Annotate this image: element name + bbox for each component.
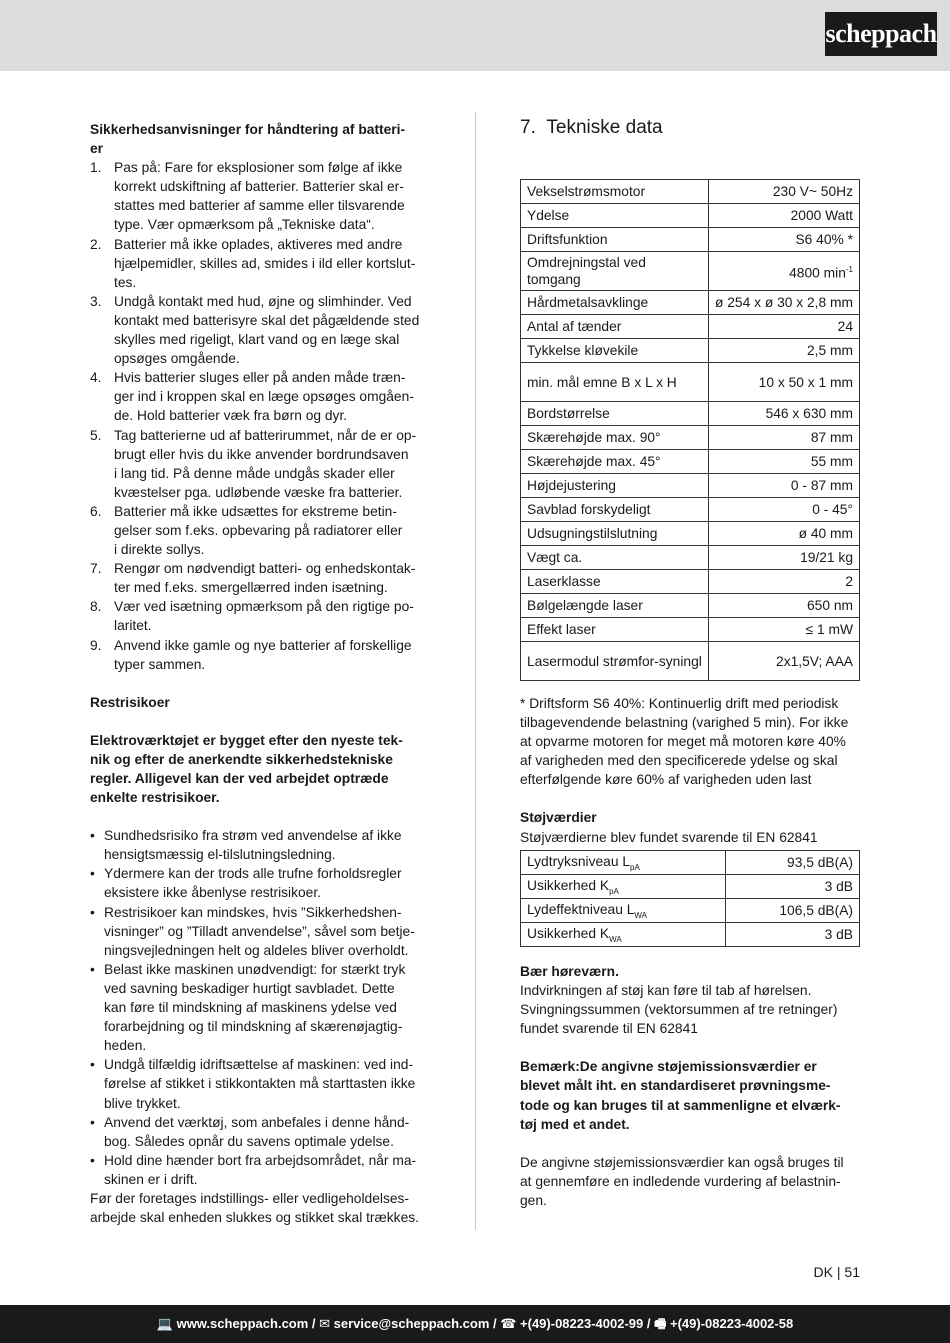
battery-list-item [90,597,430,635]
spec-row [521,426,860,450]
risk-list-item [90,960,430,1055]
list-text: Sundhedsrisiko fra strøm ved anvendelse af ikke hensigtsmæssig el-tilslutningsledning. [104,828,402,863]
list-number: 4. [90,370,102,386]
noise-heading: Støjværdier [520,810,597,826]
list-text: Tag batterierne ud af batterirummet, når de er op- brugt eller hvis du ikke anvender bordrundsaven i lang tid. På denne måde undgås skader eller kvæstelser pga. udløbende væske fra batterier. [114,427,417,500]
spec-label: Laserklasse [521,570,709,594]
spec-row [521,498,860,522]
spec-row [521,204,860,228]
battery-list-item [90,559,430,597]
spec-row [521,252,860,291]
s6-note: * Driftsform S6 40%: Kontinuerlig drift med periodisk tilbagevendende belastning (varighed 5 min). For ikke at opvarme motoren for meget må motoren køre 40% af varigheden med den specificerede ydelse og skal efterfølgende køre 60% af varigheden uden last Støjværdier Støjværdierne blev fundet svarende til EN 62841 [520,694,860,847]
spec-label: Savblad forskydeligt [521,498,709,522]
list-number: 9. [90,637,102,653]
battery-list-item [90,368,430,425]
spec-label: Effekt laser [521,618,709,642]
page-number: DK | 51 [813,1264,860,1280]
battery-list-item [90,502,430,559]
bullet-icon: • [90,828,95,844]
spec-label: Antal af tænder [521,315,709,339]
list-text: Ydermere kan der trods alle trufne forholdsregler eksistere ikke åbenlyse restrisikoer. [104,866,402,901]
risk-list-item [90,903,430,960]
spec-value: 2,5 mm [708,339,859,363]
spec-label: Højdejustering [521,474,709,498]
spec-row [521,570,860,594]
list-number: 3. [90,293,102,309]
noise-value: 106,5 dB(A) [726,899,860,923]
spec-row [521,450,860,474]
list-text: Undgå tilfældig idriftsættelse af maskinen: ved ind- førelse af stikket i stikkontakten må starttasten ikke blive trykket. [104,1057,416,1111]
battery-list-item [90,292,430,368]
spec-row [521,402,860,426]
noise-value: 3 dB [726,923,860,947]
spec-value: ø 40 mm [708,522,859,546]
spec-row [521,315,860,339]
spec-value: 55 mm [708,450,859,474]
bullet-icon: • [90,866,95,882]
noise-value: 93,5 dB(A) [726,851,860,875]
spec-label: Ydelse [521,204,709,228]
spec-value: 0 - 87 mm [708,474,859,498]
column-divider [475,112,476,1230]
list-number: 7. [90,561,102,577]
spec-label: min. mål emne B x L x H [521,363,709,402]
noise-label: Usikkerhed $K_{pA}$ [521,875,726,899]
list-text: Batterier må ikke udsættes for ekstreme betin- gelser som f.eks. opbevaring på radiatorer eller i direkte sollys. [114,503,403,558]
spec-value: ≤ 1 mW [708,618,859,642]
risk-list-item [90,1055,430,1112]
residual-risk-intro: Elektroværktøjet er bygget efter den nyeste tek- nik og efter de anerkendte sikkerhedstekniske regler. Alligevel kan der ved arbejdet optræde enkelte restrisikoer. [90,732,403,806]
spec-row [521,339,860,363]
noise-label: Usikkerhed $K_{WA}$ [521,923,726,947]
risk-list-item [90,1113,430,1151]
list-text: Belast ikke maskinen unødvendigt: for stærkt tryk ved savning beskadiger hurtigt savbladet. Dette kan føre til mindskning af maskinens ydelse ved forarbejdning og til mindskning af skærenøjagtig- heden. [104,961,406,1054]
risk-list-item [90,1151,430,1189]
spec-label: Hårdmetalsavklinge [521,291,709,315]
bullet-icon: • [90,961,95,977]
left-column [90,120,430,1227]
list-number: 8. [90,599,102,615]
battery-list-item [90,636,430,674]
hearing-heading: Bær høreværn. [520,964,619,979]
spec-row [521,642,860,681]
noise-row [521,875,860,899]
spec-row [521,474,860,498]
spec-label: Tykkelse kløvekile [521,339,709,363]
list-number: 5. [90,427,102,443]
residual-risk-heading: Restrisikoer [90,694,170,710]
spec-row [521,363,860,402]
bullet-icon: • [90,904,95,920]
spec-row [521,522,860,546]
spec-value: 2 [708,570,859,594]
spec-value: S6 40% * [708,228,859,252]
spec-label: Bordstørrelse [521,402,709,426]
spec-value: 650 nm [708,594,859,618]
spec-value: ø 254 x ø 30 x 2,8 mm [708,291,859,315]
section-title: 7. Tekniske data [520,117,663,138]
battery-safety-list [90,158,430,674]
list-text: Undgå kontakt med hud, øjne og slimhinder. Ved kontakt med batterisyre skal det pågældende sted skylles med rigeligt, klart vand og en læge skal opsøges omgående. [114,293,420,367]
spec-label: Skærehøjde max. 90° [521,426,709,450]
bullet-icon: • [90,1152,95,1168]
closing-note: Før der foretages indstillings- eller vedligeholdelses- arbejde skal enheden slukkes og stikket skal trækkes. [90,1190,419,1226]
spec-row [521,228,860,252]
list-text: Vær ved isætning opmærksom på den rigtige po- laritet. [114,599,414,634]
list-number: 2. [90,236,102,252]
spec-label: Udsugningstilslutning [521,522,709,546]
list-text: Hvis batterier sluges eller på anden måde træn- ger ind i kroppen skal en læge opsøges omgåen- de. Hold batterier væk fra børn og dyr. [114,370,414,424]
brand-logo: scheppach [825,12,937,56]
battery-list-item [90,426,430,502]
list-text: Pas på: Fare for eksplosioner som følge af ikke korrekt udskiftning af batterier. Batterier skal er- stattes med batterier af samme eller tilsvarende type. Vær opmærksom på „Tekniske data“. [114,160,405,233]
final-text: De angivne støjemissionsværdier kan også bruges til at gennemføre en indledende vurdering af belastnin- gen. [520,1154,844,1208]
spec-label: Driftsfunktion [521,228,709,252]
right-column [520,116,860,140]
list-number: 6. [90,503,102,519]
spec-value: 24 [708,315,859,339]
list-text: Anvend det værktøj, som anbefales i denne hånd- bog. Således opnår du savens optimale ydelse. [104,1114,410,1149]
spec-label: Skærehøjde max. 45° [521,450,709,474]
spec-value: 546 x 630 mm [708,402,859,426]
bullet-icon: • [90,1114,95,1130]
spec-value: 2x1,5V; AAA [708,642,859,681]
spec-value: 19/21 kg [708,546,859,570]
spec-label: Omdrejningstal ved tomgang [521,252,709,291]
risk-list-item [90,864,430,902]
noise-intro: Støjværdierne blev fundet svarende til EN 62841 [520,829,818,845]
bullet-icon: • [90,1057,95,1073]
risk-list-item [90,826,430,864]
noise-value: 3 dB [726,875,860,899]
battery-list-item [90,158,430,234]
noise-label: Lydtryksniveau $L_{pA}$ [521,851,726,875]
list-text: Anvend ikke gamle og nye batterier af forskellige typer sammen. [114,637,412,672]
spec-value: 4800 $\min^{-1}$ [708,252,859,291]
battery-safety-heading: Sikkerhedsanvisninger for håndtering af batteri- er [90,122,406,157]
spec-value: 87 mm [708,426,859,450]
list-text: Batterier må ikke oplades, aktiveres med andre hjælpemidler, skilles ad, smides i ild eller kortslut- tes. [114,236,416,290]
spec-row [521,180,860,204]
technical-data-table [520,179,860,681]
spec-row [521,291,860,315]
spec-label: Vekselstrømsmotor [521,180,709,204]
spec-label: Vægt ca. [521,546,709,570]
list-text: Restrisikoer kan mindskes, hvis ”Sikkerhedshen- visninger” og ”Tilladt anvendelse”, såvel som betje- ningsvejledningen helt og aldeles bliver overholdt. [104,904,415,958]
residual-risk-list [90,826,430,1189]
footer-contact-bar: 💻 www.scheppach.com / ✉ service@scheppach.com / ☎ +(49)-08223-4002-99 / 🖷 +(49)-08223-4002-58 [0,1305,950,1343]
battery-list-item [90,235,430,292]
hearing-text: Indvirkningen af støj kan føre til tab af hørelsen. Svingningssummen (vektorsummen af tre retninger) fundet svarende til EN 62841 [520,983,838,1037]
spec-label: Lasermodul strømfor-syningl [521,642,709,681]
noise-row [521,923,860,947]
noise-values-table [520,850,860,947]
list-text: Rengør om nødvendigt batteri- og enhedskontak- ter med f.eks. smergellærred inden isætning. [114,561,416,596]
noise-label: Lydeffektniveau $L_{WA}$ [521,899,726,923]
spec-row [521,594,860,618]
hearing-section [520,962,860,1210]
spec-value: 0 - 45° [708,498,859,522]
spec-label: Bølgelængde laser [521,594,709,618]
spec-value: 230 V~ 50Hz [708,180,859,204]
spec-row [521,546,860,570]
list-number: 1. [90,160,102,176]
header-band [0,0,950,71]
spec-value: 2000 Watt [708,204,859,228]
spec-row [521,618,860,642]
noise-row [521,899,860,923]
spec-value: 10 x 50 x 1 mm [708,363,859,402]
noise-row [521,851,860,875]
remark-text: Bemærk:De angivne støjemissionsværdier er blevet målt iht. en standardiseret prøvningsme- tode og kan bruges til at sammenligne et elværk- tøj med et andet. [520,1059,841,1132]
list-text: Hold dine hænder bort fra arbejdsområdet, når ma- skinen er i drift. [104,1152,417,1187]
